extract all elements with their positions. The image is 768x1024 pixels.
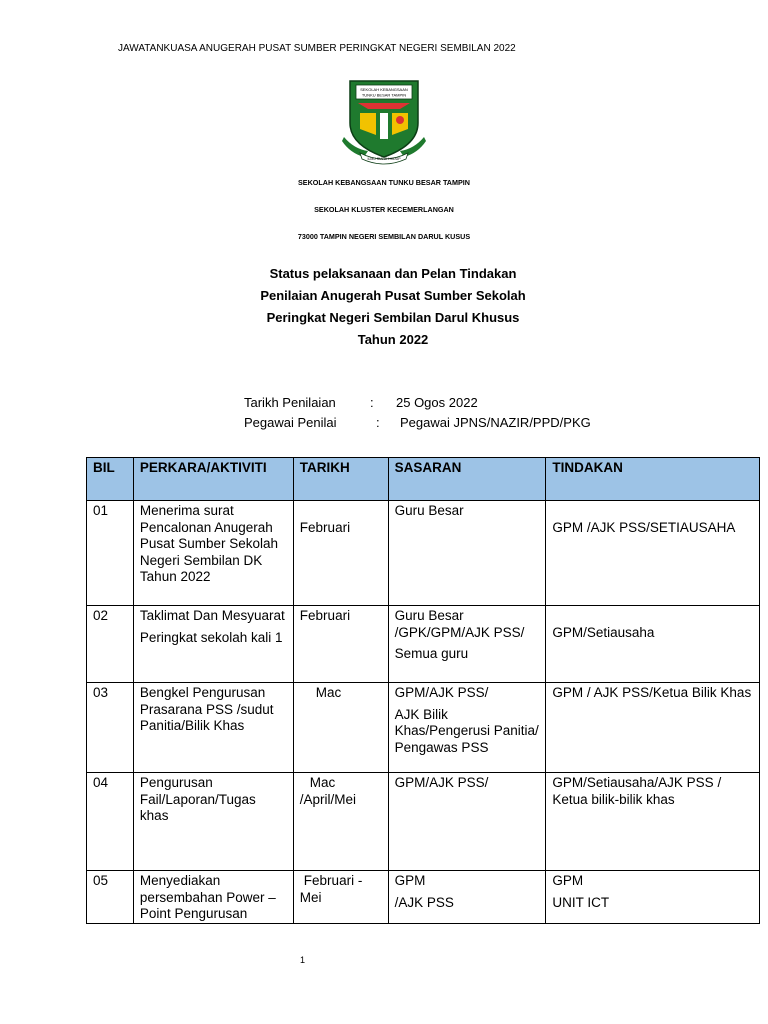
tarikh-text: Februari <box>299 520 351 535</box>
tindakan-text: GPM /AJK PSS/SETIAUSAHA <box>552 520 736 535</box>
cell-tindakan <box>546 871 760 924</box>
cell-perkara <box>133 501 293 606</box>
table-row <box>87 501 760 606</box>
table-row <box>87 683 760 773</box>
cell-sasaran <box>388 683 546 773</box>
perkara-text: Pengurusan Fail/Laporan/Tugas khas <box>139 775 256 823</box>
sasaran-text: GPM/AJK PSS/ <box>394 775 489 790</box>
doc-title-line1: Status pelaksanaan dan Pelan Tindakan <box>269 266 517 281</box>
bil-text: 04 <box>93 775 109 790</box>
perkara-text: Peringkat sekolah kali 1 <box>139 629 283 645</box>
cell-perkara <box>133 871 293 924</box>
table-row <box>87 606 760 683</box>
col-header-tarikh <box>293 458 388 501</box>
cell-tarikh <box>293 871 388 924</box>
tarikh-text: Mac <box>315 685 342 700</box>
cell-sasaran <box>388 871 546 924</box>
sasaran-text: GPM/AJK PSS/ <box>394 685 489 700</box>
action-plan-table <box>86 457 760 924</box>
bil-text: 03 <box>93 685 109 700</box>
school-address: 73000 TAMPIN NEGERI SEMBILAN DARUL KUSUS <box>297 232 471 241</box>
sasaran-text: AJK Bilik Khas/Pengerusi Panitia/ Pengawas PSS <box>394 706 539 755</box>
cell-perkara <box>133 683 293 773</box>
header-text: SASARAN <box>394 460 462 475</box>
cell-tindakan <box>546 501 760 606</box>
header-text: PERKARA/AKTIVITI <box>139 460 267 475</box>
cell-perkara <box>133 606 293 683</box>
tindakan-text: GPM/Setiausaha/AJK PSS / Ketua bilik-bilik khas <box>552 775 722 807</box>
doc-title-line4: Tahun 2022 <box>357 332 429 347</box>
cell-tindakan <box>546 606 760 683</box>
assessor-colon: : <box>376 415 380 430</box>
school-cluster: SEKOLAH KLUSTER KECEMERLANGAN <box>314 205 454 214</box>
perkara-text: Bengkel Pengurusan Prasarana PSS /sudut Panitia/Bilik Khas <box>139 685 274 733</box>
crest-motto: ILMU SULUH HIDUP <box>367 157 401 161</box>
assessor-value: Pegawai JPNS/NAZIR/PPD/PKG <box>400 415 591 430</box>
col-header-sasaran <box>388 458 546 501</box>
cell-sasaran <box>388 606 546 683</box>
header-text: TARIKH <box>299 460 350 475</box>
sasaran-text: GPM <box>394 873 426 888</box>
tindakan-text: UNIT ICT <box>552 894 610 910</box>
table-row <box>87 871 760 924</box>
bil-text: 01 <box>93 503 109 518</box>
sasaran-text: Guru Besar /GPK/GPM/AJK PSS/ <box>394 608 525 640</box>
cell-tarikh <box>293 606 388 683</box>
cell-bil <box>87 683 134 773</box>
perkara-text: Taklimat Dan Mesyuarat <box>139 608 285 623</box>
header-text: BIL <box>93 460 115 475</box>
table-row <box>87 773 760 871</box>
cell-tarikh <box>293 773 388 871</box>
header-text: TINDAKAN <box>552 460 623 475</box>
bil-text: 05 <box>93 873 109 888</box>
perkara-text: Menerima surat Pencalonan Anugerah Pusat Sumber Sekolah Negeri Sembilan DK Tahun 2022 <box>139 503 279 584</box>
sasaran-text: Guru Besar <box>394 503 464 518</box>
cell-bil <box>87 871 134 924</box>
cell-bil <box>87 606 134 683</box>
tindakan-text: GPM <box>552 873 584 888</box>
crest-text: SEKOLAH KEBANGSAAN <box>360 87 408 92</box>
col-header-bil <box>87 458 134 501</box>
committee-heading: JAWATANKUASA ANUGERAH PUSAT SUMBER PERINGKAT NEGERI SEMBILAN 2022 <box>118 43 516 54</box>
tarikh-text: Februari <box>299 608 351 623</box>
col-header-perkara <box>133 458 293 501</box>
col-header-tindakan <box>546 458 760 501</box>
school-name: SEKOLAH KEBANGSAAN TUNKU BESAR TAMPIN <box>298 178 470 187</box>
cell-tindakan <box>546 683 760 773</box>
table-header-row <box>87 458 760 501</box>
crest-text-2: TUNKU BESAR TAMPIN <box>361 92 407 98</box>
cell-bil <box>87 501 134 606</box>
page-number: 1 <box>300 955 306 965</box>
cell-bil <box>87 773 134 871</box>
cell-tindakan <box>546 773 760 871</box>
tarikh-text: Mac /April/Mei <box>299 775 357 807</box>
assessor-label: Pegawai Penilai <box>244 415 337 430</box>
sasaran-text: Semua guru <box>394 646 469 661</box>
school-crest-logo <box>340 73 428 165</box>
tindakan-text: GPM/Setiausaha <box>552 625 655 640</box>
doc-title-line3: Peringkat Negeri Sembilan Darul Khusus <box>266 310 520 325</box>
cell-tarikh <box>293 683 388 773</box>
cell-tarikh <box>293 501 388 606</box>
cell-sasaran <box>388 773 546 871</box>
perkara-text: Menyediakan persembahan Power – Point Pengurusan <box>139 873 276 921</box>
date-value: 25 Ogos 2022 <box>396 395 478 410</box>
doc-title-line2: Penilaian Anugerah Pusat Sumber Sekolah <box>260 288 526 303</box>
cell-sasaran <box>388 501 546 606</box>
sasaran-text: /AJK PSS <box>394 894 454 910</box>
bil-text: 02 <box>93 608 109 623</box>
tarikh-text: Februari - Mei <box>299 873 363 905</box>
tindakan-text: GPM / AJK PSS/Ketua Bilik Khas <box>552 685 752 700</box>
date-colon: : <box>370 395 374 410</box>
cell-perkara <box>133 773 293 871</box>
date-label: Tarikh Penilaian <box>244 395 336 410</box>
